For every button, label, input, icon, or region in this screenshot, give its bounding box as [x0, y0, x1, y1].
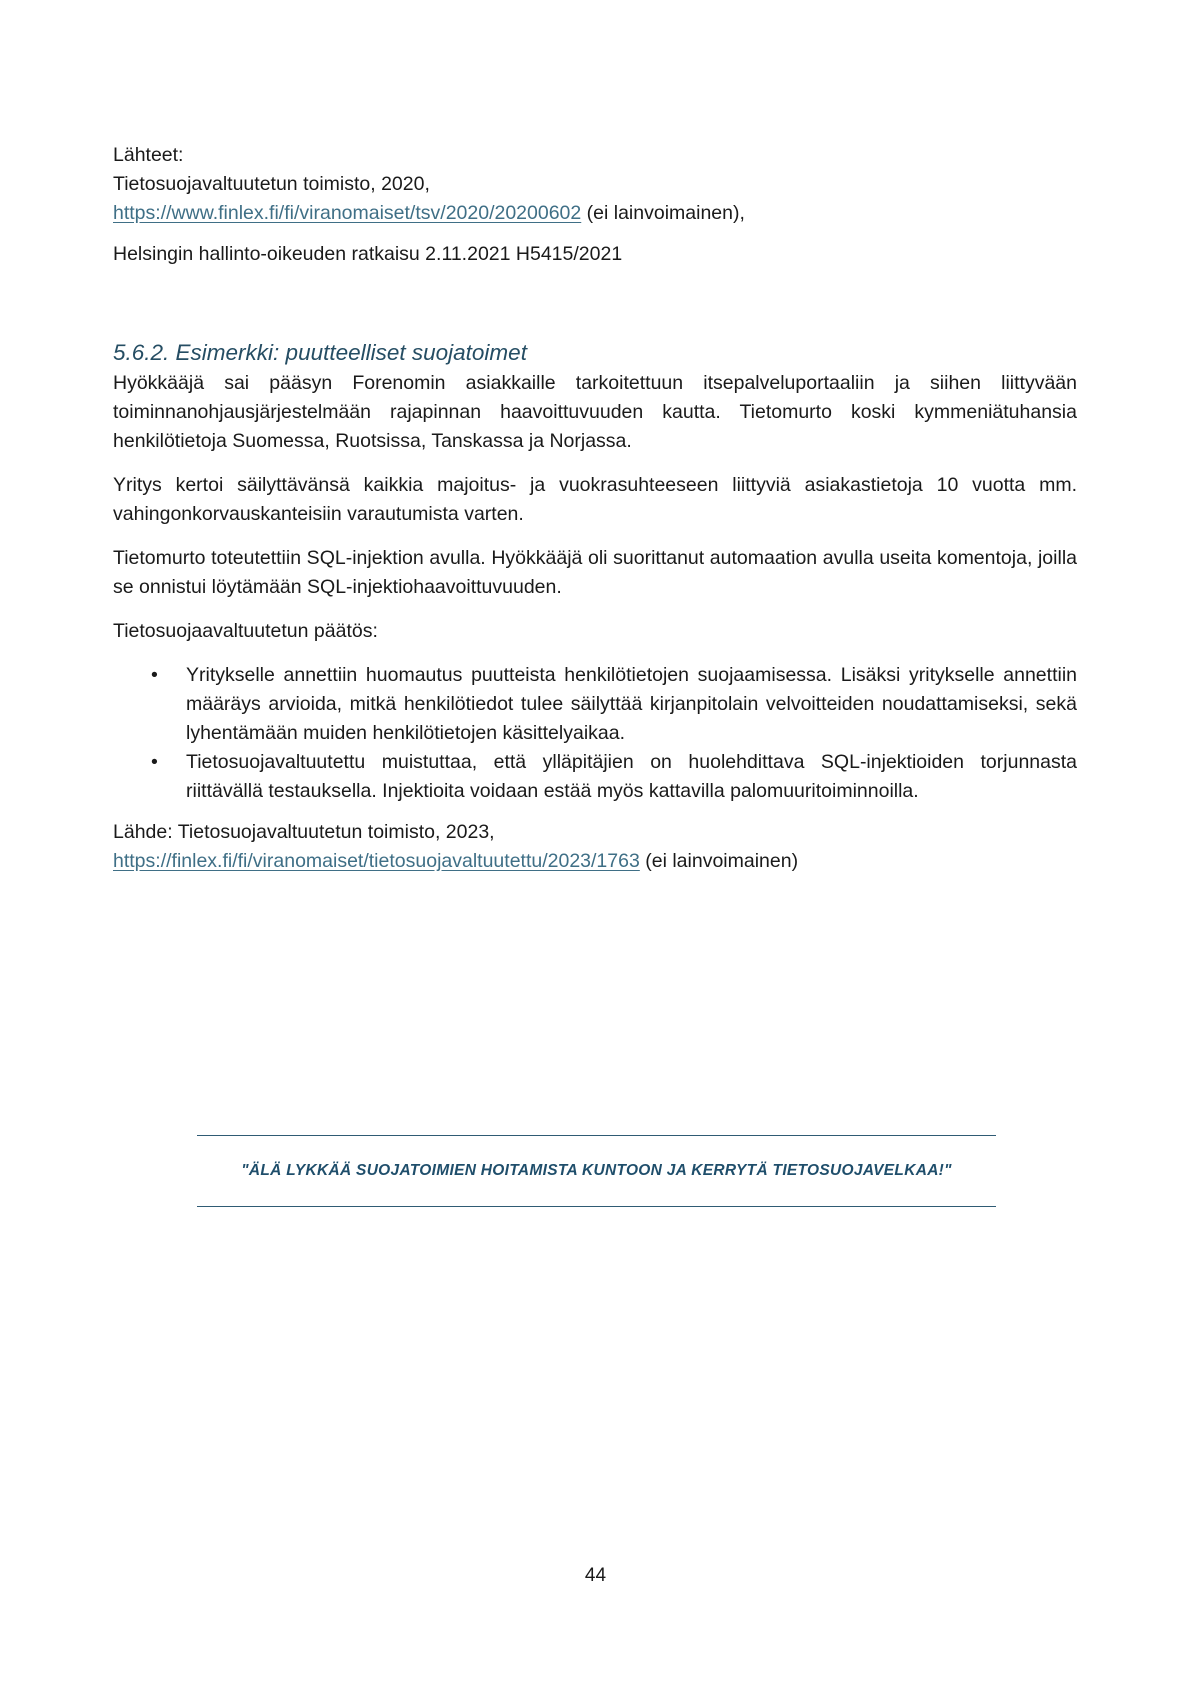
section-heading: 5.6.2. Esimerkki: puutteelliset suojatoimet [113, 340, 527, 365]
source-line: Lähde: Tietosuojavaltuutetun toimisto, 2023, [113, 821, 495, 843]
list-item-text: Yritykselle annettiin huomautus puutteista henkilötietojen suojaamisessa. Lisäksi yritykselle annettiin määräys arvioida, mitkä henkilötiedot tulee säilyttää kirjanpitolain velvoitteiden noudattamiseksi, sekä lyhentämään muiden henkilötietojen käsittelyaikaa. [186, 664, 1077, 744]
sources-link-line [113, 199, 1077, 228]
source-link-line [113, 847, 1077, 876]
bullet-icon: • [151, 664, 158, 686]
finlex-2020-link[interactable]: https://www.finlex.fi/fi/viranomaiset/tsv/2020/20200602 [113, 202, 582, 224]
sources-label: Lähteet: [113, 144, 184, 166]
bullet-icon: • [151, 751, 158, 773]
decision-label: Tietosuojaavaltuutetun päätös: [113, 620, 378, 642]
pull-quote [197, 1135, 996, 1207]
finlex-2023-link[interactable]: https://finlex.fi/fi/viranomaiset/tietosuojavaltuutettu/2023/1763 [113, 850, 640, 872]
sources-block [113, 141, 1077, 228]
source-link-suffix: (ei lainvoimainen) [639, 850, 799, 872]
list-item-text: Tietosuojavaltuutettu muistuttaa, että ylläpitäjien on huolehdittava SQL-injektioiden torjunnasta riittävällä testauksella. Injektioita voidaan estää myös kattavilla palomuuritoiminnoilla. [186, 751, 1077, 802]
page-number: 44 [584, 1565, 607, 1586]
list-item [113, 748, 1077, 806]
decision-list [113, 661, 1077, 806]
list-item [113, 661, 1077, 748]
source-block [113, 818, 1077, 876]
paragraph: Tietomurto toteutettiin SQL-injektion avulla. Hyökkääjä oli suorittanut automaation avulla useita komentoja, joilla se onnistui löytämään SQL-injektiohaavoittuvuuden. [113, 547, 1077, 598]
document-body [113, 141, 1077, 876]
pull-quote-text: "ÄLÄ LYKKÄÄ SUOJATOIMIEN HOITAMISTA KUNTOON JA KERRYTÄ TIETOSUOJAVELKAA!" [241, 1162, 952, 1179]
sources-link-suffix: (ei lainvoimainen), [581, 202, 745, 224]
paragraph: Hyökkääjä sai pääsyn Forenomin asiakkaille tarkoitettuun itsepalveluportaaliin ja siihen liittyvään toiminnanohjausjärjestelmään rajapinnan haavoittuvuuden kautta. Tietomurto koski kymmeniätuhansia henkilötietoja Suomessa, Ruotsissa, Tanskassa ja Norjassa. [113, 372, 1077, 452]
paragraph: Yritys kertoi säilyttävänsä kaikkia majoitus- ja vuokrasuhteeseen liittyviä asiakastietoja 10 vuotta mm. vahingonkorvauskanteisiin varautumista varten. [113, 474, 1077, 525]
sources-line: Tietosuojavaltuutetun toimisto, 2020, [113, 173, 430, 195]
court-decision-line: Helsingin hallinto-oikeuden ratkaisu 2.11.2021 H5415/2021 [113, 243, 623, 265]
